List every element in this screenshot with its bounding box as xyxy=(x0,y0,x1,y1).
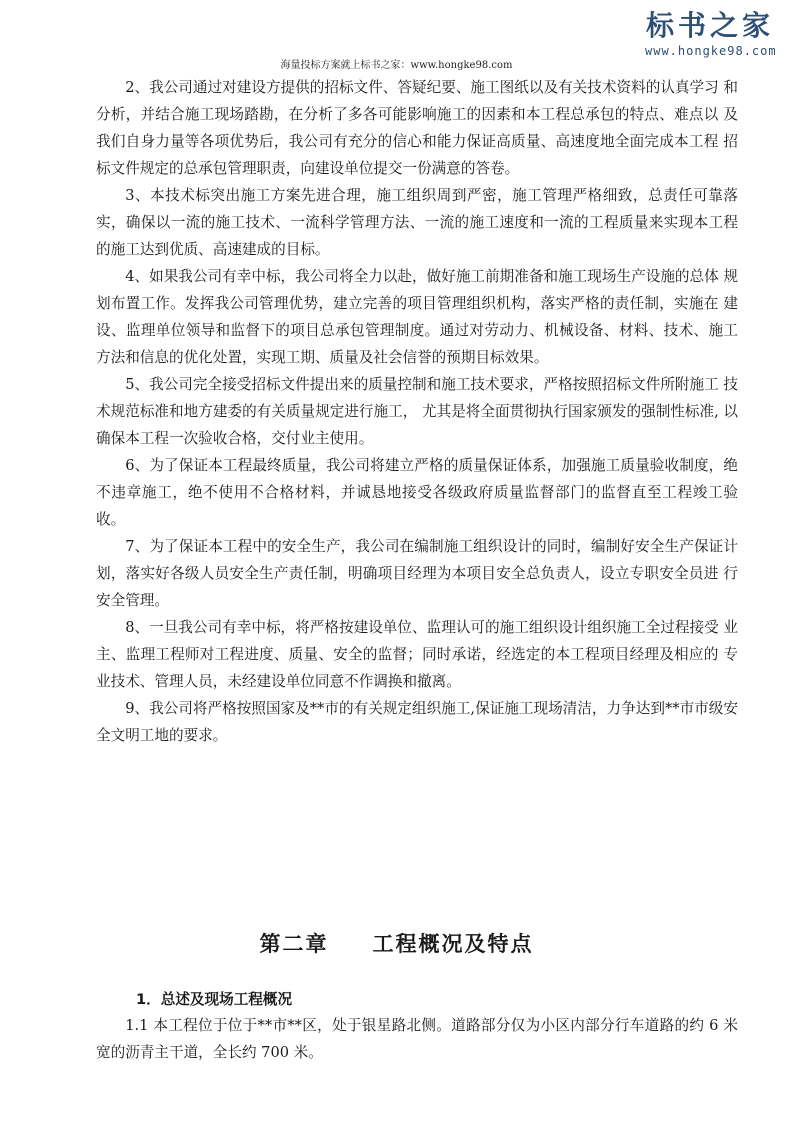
chapter-number: 第二章 xyxy=(259,932,329,956)
section-body xyxy=(96,1012,738,1066)
paragraph-2: 2、我公司通过对建设方提供的招标文件、答疑纪要、施工图纸以及有关技术资料的认真学习 和分析，并结合施工现场踏勘，在分析了多各可能影响施工的因素和本工程总承包的特点、难点以 及我们自身力量等各项优势后，我公司有充分的信心和能力保证高质量、高速度地全面完成本工程 招标文件规定的总承包管理职责，向建设单位提交一份满意的答卷。 xyxy=(96,79,738,177)
logo-text: 标书之家 xyxy=(645,9,774,42)
paragraph-5: 5、我公司完全接受招标文件提出来的质量控制和施工技术要求，严格按照招标文件所附施工 技术规范标准和地方建委的有关质量规定进行施工， 尤其是将全面贯彻执行国家颁发的强制性标准, 以确保本工程一次验收合格，交付业主使用。 xyxy=(96,376,738,447)
site-logo xyxy=(645,10,775,58)
paragraph-8: 8、一旦我公司有幸中标，将严格按建设单位、监理认可的施工组织设计组织施工全过程接受 业主、监理工程师对工程进度、质量、安全的监督；同时承诺，经选定的本工程项目经理及相应的 专业技术、管理人员，未经建设单位同意不作调换和撤离。 xyxy=(96,619,738,690)
document-body xyxy=(96,74,738,749)
paragraph-7: 7、为了保证本工程中的安全生产，我公司在编制施工组织设计的同时，编制好安全生产保证计划，落实好各级人员安全生产责任制，明确项目经理为本项目安全总负责人，设立专职安全员进 行安全管理。 xyxy=(96,538,738,609)
chapter-title: 工程概况及特点 xyxy=(372,932,534,956)
paragraph-9: 9、我公司将严格按照国家及**市的有关规定组织施工,保证施工现场清洁，力争达到**市市级安全文明工地的要求。 xyxy=(96,700,738,744)
logo-url: www.hongke98.com xyxy=(645,44,777,58)
paragraph-6: 6、为了保证本工程最终质量，我公司将建立严格的质量保证体系，加强施工质量验收制度，绝不违章施工，绝不使用不合格材料，并诚恳地接受各级政府质量监督部门的监督直至工程竣工验收。 xyxy=(96,457,738,528)
paragraph-4: 4、如果我公司有幸中标，我公司将全力以赴，做好施工前期准备和施工现场生产设施的总体 规划布置工作。发挥我公司管理优势，建立完善的项目管理组织机构，落实严格的责任制，实施在 建设、监理单位领导和监督下的项目总承包管理制度。通过对劳动力、机械设备、材料、技术、施工方法和信息的优化处置，实现工期、质量及社会信誉的预期目标效果。 xyxy=(96,268,738,366)
chapter-heading xyxy=(0,928,793,958)
section-paragraph: 1.1 本工程位于位于**市**区，处于银星路北侧。道路部分仅为小区内部分行车道路的约 6 米宽的沥青主干道，全长约 700 米。 xyxy=(96,1017,738,1061)
paragraph-3: 3、本技术标突出施工方案先进合理，施工组织周到严密，施工管理严格细致，总责任可靠落实，确保以一流的施工技术、一流科学管理方法、一流的施工速度和一流的工程质量来实现本工程 的施工达到优质、高速建成的目标。 xyxy=(96,187,738,258)
section-title: 1．总述及现场工程概况 xyxy=(136,991,293,1008)
header-note: 海量投标方案就上标书之家：www.hongke98.com xyxy=(280,60,513,71)
